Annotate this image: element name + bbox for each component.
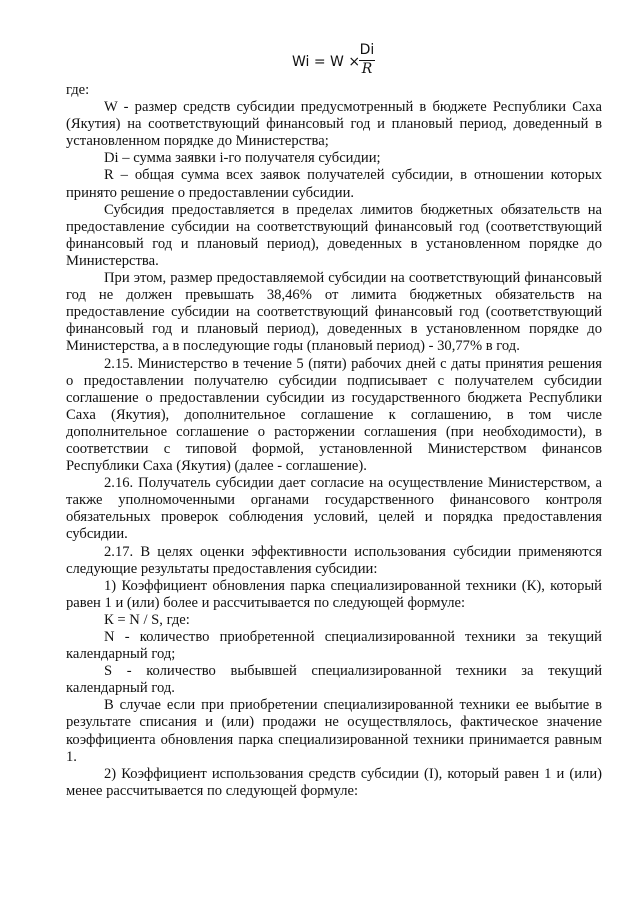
paragraph: 2.16. Получатель субсидии дает согласие на осуществление Министерством, а также уполномоченными органами государственного финансового контроля обязательных проверок соблюдения условий, целей и порядка предоставления субсидии. [66,475,602,543]
paragraph: При этом, размер предоставляемой субсидии на соответствующий финансовый год не должен превышать 38,46% от лимита бюджетных обязательств на предоставление субсидии на соответствующий финансовый год (соответствующий финансовый год и плановый период), доведенных в установленном порядке до Министерства, а в последующие годы (плановый период) - 30,77% в год. [66,270,602,355]
paragraph: Субсидия предоставляется в пределах лимитов бюджетных обязательств на предоставление субсидии на соответствующий финансовый год (соответствующий финансовый год и плановый период), доведенных в установленном порядке до Министерства. [66,201,602,269]
paragraph: N - количество приобретенной специализированной техники за текущий календарный год; [66,629,602,663]
paragraph: W - размер средств субсидии предусмотренный в бюджете Республики Саха (Якутия) на соответствующий финансовый год и плановый период, доведенный в установленном порядке до Министерства; [66,99,602,150]
paragraph: 2.15. Министерство в течение 5 (пяти) рабочих дней с даты принятия решения о предоставлении получателю субсидии подписывает с получателем субсидии соглашение о предоставлении субсидии из государственного бюджета Республики Саха (Якутия), дополнительное соглашение к соглашению, в том числе дополнительное соглашение о расторжении соглашения (при необходимости), в соответствии с типовой формой, установленной Министерством финансов Республики Саха (Якутия) (далее - соглашение). [66,355,602,475]
paragraph: S - количество выбывшей специализированной техники за текущий календарный год. [66,663,602,697]
paragraph: 1) Коэффициент обновления парка специализированной техники (К), который равен 1 и (или) более и рассчитывается по следующей формуле: [66,577,602,611]
paragraph: Di – сумма заявки i-го получателя субсидии; [104,150,381,167]
paragraph: 2.17. В целях оценки эффективности использования субсидии применяются следующие результаты предоставления субсидии: [66,543,602,577]
body-text [66,82,602,800]
paragraph: 2) Коэффициент использования средств субсидии (I), который равен 1 и (или) менее рассчитывается по следующей формуле: [66,765,602,799]
formula-fraction [359,42,375,78]
document-page [66,40,602,800]
formula-numerator: Di [359,42,375,61]
paragraph: где: [66,82,90,98]
paragraph: К = N / S, где: [104,611,190,628]
formula-denominator: R [361,61,373,78]
formula [66,40,602,82]
paragraph: R – общая сумма всех заявок получателей субсидии, в отношении которых принято решение о предоставлении субсидии. [66,167,602,201]
paragraph: В случае если при приобретении специализированной техники ее выбытие в результате списания и (или) продажи не осуществлялось, фактическое значение коэффициента обновления парка специализированной техники принимается равным 1. [66,697,602,765]
formula-lhs: Wi = W × [292,54,361,70]
